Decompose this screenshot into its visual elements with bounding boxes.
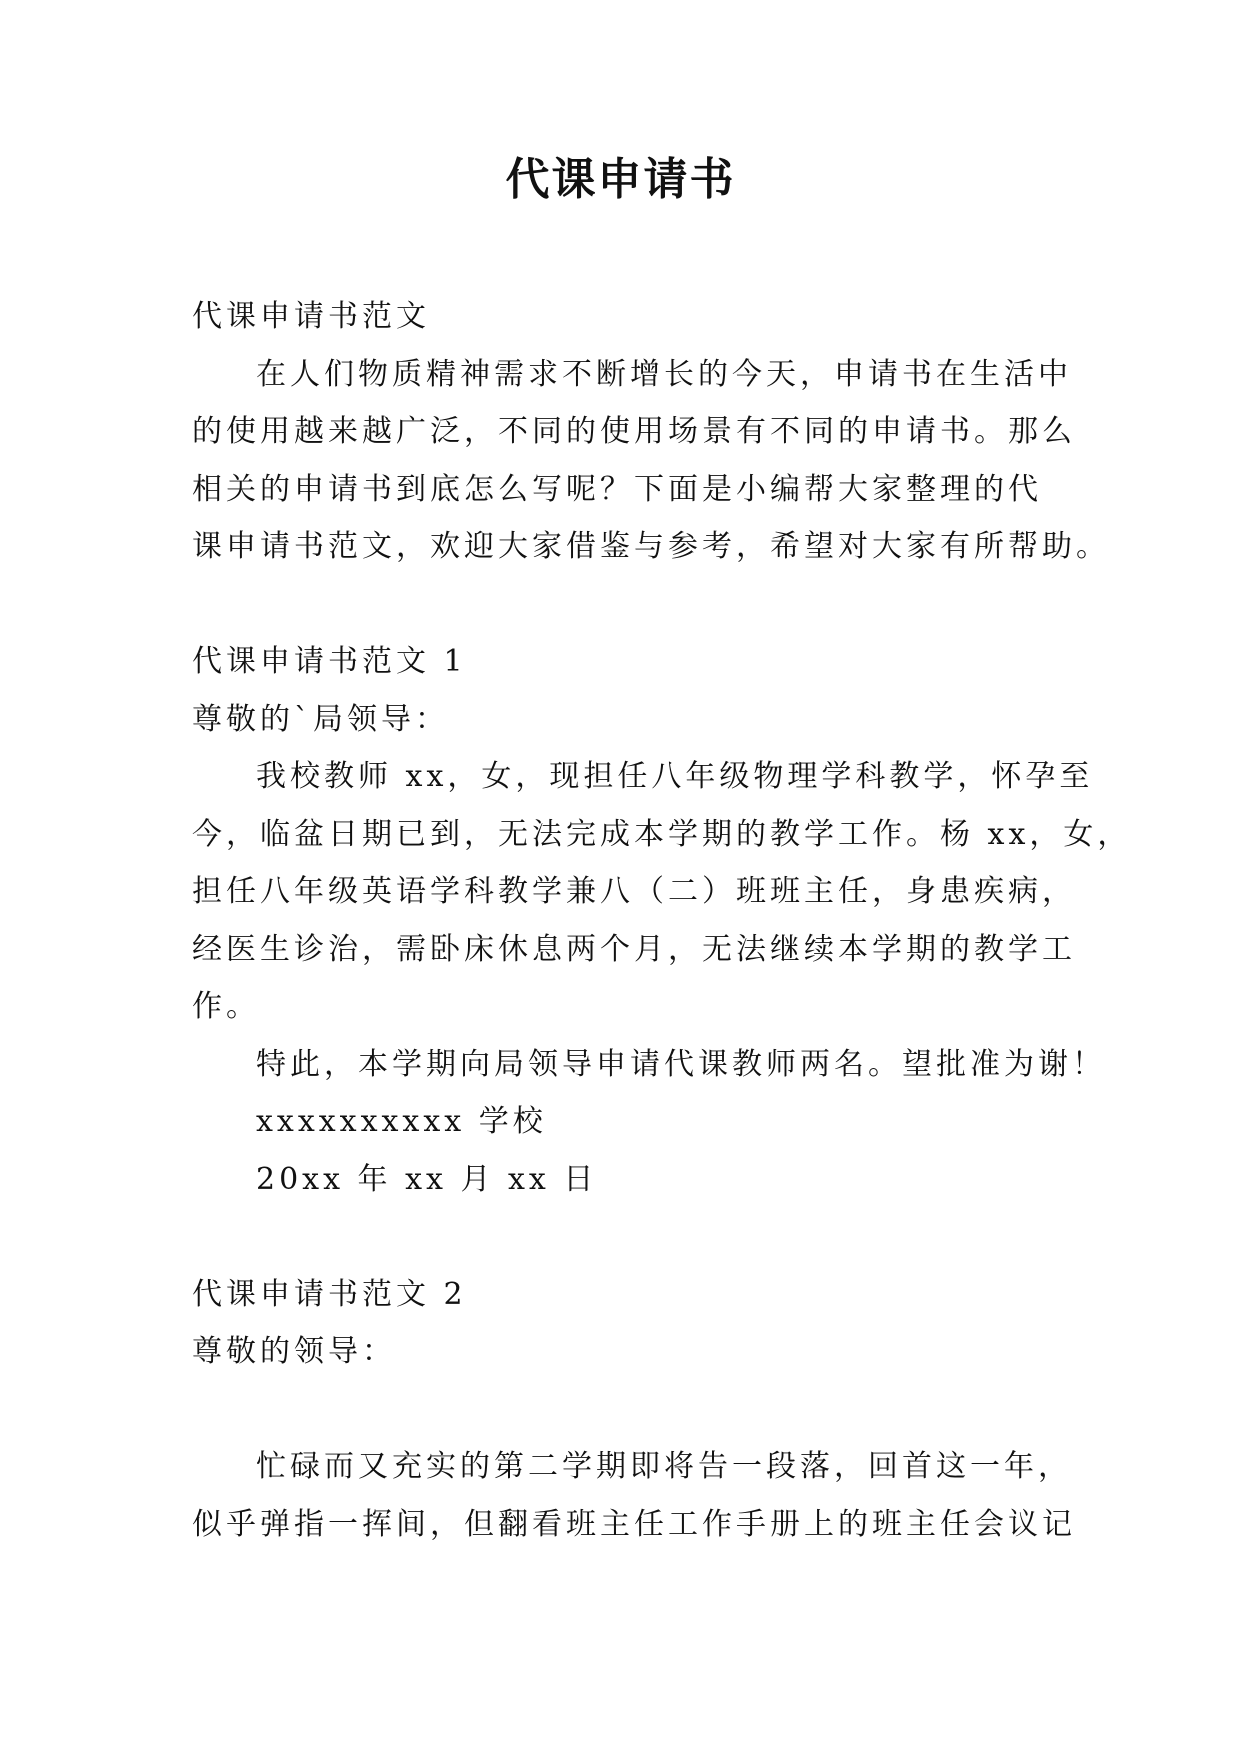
sample1-signature: xxxxxxxxxx 学校 [256, 1104, 547, 1139]
intro-line: 在人们物质精神需求不断增长的今天，申请书在生活中 [256, 356, 1072, 392]
section-spacer [192, 1381, 1062, 1439]
sample1-body-line: 今，临盆日期已到，无法完成本学期的教学工作。杨 xx，女， [192, 816, 1132, 852]
document-body [192, 288, 1132, 1553]
sample2-salutation: 尊敬的领导： [192, 1334, 396, 1369]
section-spacer [192, 1208, 1062, 1266]
sample1-heading: 代课申请书范文 1 [192, 644, 467, 679]
section-spacer [192, 576, 1062, 634]
sample1-body-line: 作。 [192, 989, 260, 1024]
sample1-request: 特此，本学期向局领导申请代课教师两名。望批准为谢！ [256, 1046, 1106, 1082]
intro-heading: 代课申请书范文 [192, 299, 430, 334]
sample1-body-line: 担任八年级英语学科教学兼八（二）班班主任，身患疾病， [192, 874, 1076, 909]
sample2-body-line: 似乎弹指一挥间，但翻看班主任工作手册上的班主任会议记 [192, 1506, 1076, 1542]
sample2-body-line: 忙碌而又充实的第二学期即将告一段落，回首这一年， [256, 1449, 1072, 1484]
sample1-salutation: 尊敬的`局领导： [192, 701, 449, 737]
sample1-date: 20xx 年 xx 月 xx 日 [256, 1161, 598, 1197]
intro-line: 课申请书范文，欢迎大家借鉴与参考，希望对大家有所帮助。 [192, 529, 1110, 564]
sample1-body-line: 经医生诊治，需卧床休息两个月，无法继续本学期的教学工 [192, 931, 1076, 967]
document-title: 代课申请书 [505, 154, 736, 205]
intro-line: 的使用越来越广泛，不同的使用场景有不同的申请书。那么 [192, 414, 1076, 449]
intro-line: 相关的申请书到底怎么写呢？下面是小编帮大家整理的代 [192, 471, 1042, 507]
sample2-heading: 代课申请书范文 2 [192, 1276, 467, 1312]
sample1-body-line: 我校教师 xx，女，现担任八年级物理学科教学，怀孕至 [256, 759, 1094, 794]
